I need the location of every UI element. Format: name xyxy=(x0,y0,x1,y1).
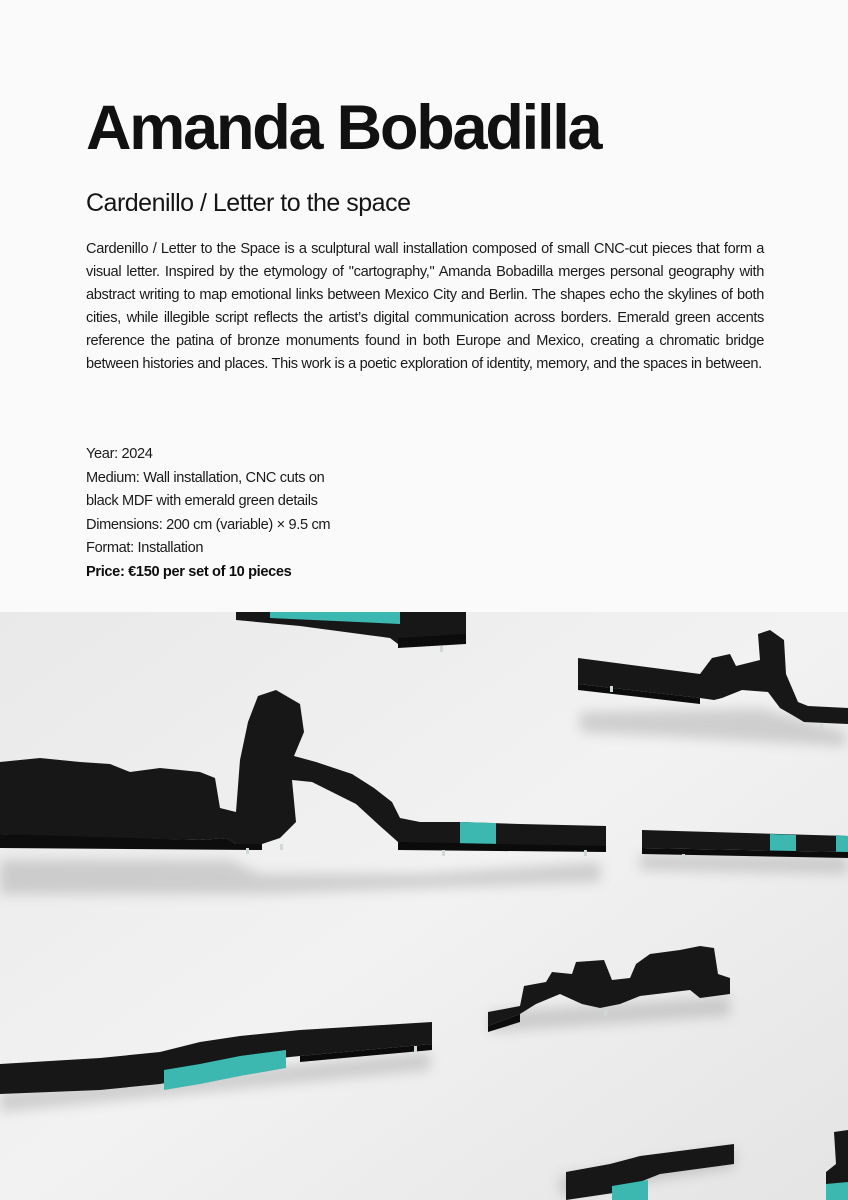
detail-format: Format: Installation xyxy=(86,540,204,557)
artist-name: Amanda Bobadilla xyxy=(86,93,601,163)
installation-photo xyxy=(0,612,848,1200)
work-title: Cardenillo / Letter to the space xyxy=(86,189,411,217)
detail-medium-line-2: black MDF with emerald green details xyxy=(86,493,318,510)
detail-year: Year: 2024 xyxy=(86,446,153,462)
wall xyxy=(0,612,848,1200)
detail-price: Price: €150 per set of 10 pieces xyxy=(86,563,292,580)
work-details xyxy=(86,443,386,585)
detail-medium-line-1: Medium: Wall installation, CNC cuts on xyxy=(86,469,325,486)
detail-dimensions: Dimensions: 200 cm (variable) × 9.5 cm xyxy=(86,516,331,533)
work-description: Cardenillo / Letter to the Space is a sculptural wall installation composed of small CNC-cut pieces that form a visual letter. Inspired by the etymology of "cartography," Amanda Bobadilla merges personal geography with abstract writing to map emotional links between Mexico City and Berlin. The shapes echo the skylines of both cities, while illegible script reflects the artist’s digital communication across borders. Emerald green accents reference the patina of bronze monuments found in both Europe and Mexico, creating a chromatic bridge between histories and places. This work is a poetic exploration of identity, memory, and the spaces in between. xyxy=(86,241,764,373)
